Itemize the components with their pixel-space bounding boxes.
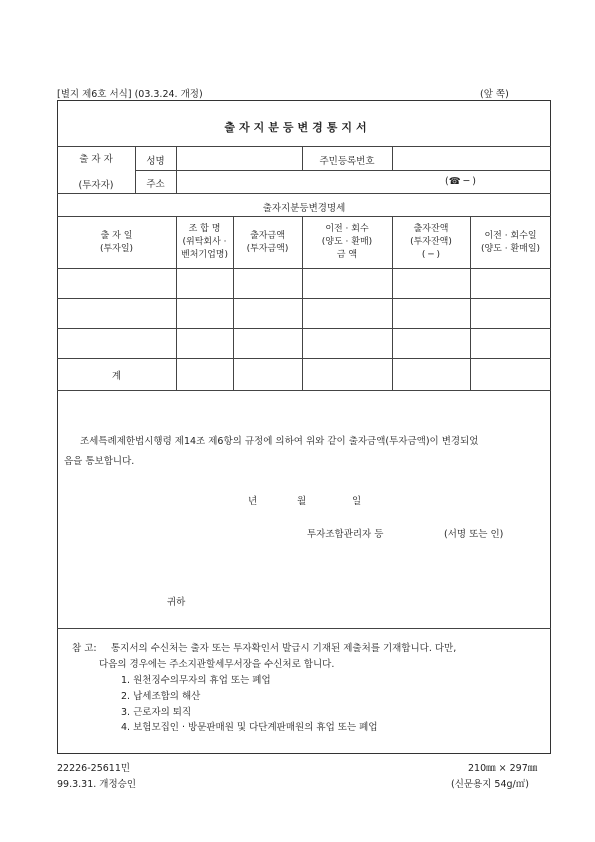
divider [57,268,551,269]
header-line: 벤처기업명) [181,250,228,260]
reference-label: 참 고: [72,643,97,654]
header-line: 이전 · 회수 [325,224,369,234]
header-line: (투자일) [99,244,134,254]
column-header-investment-date [57,230,176,256]
header-line: 금 액 [336,250,358,260]
address-label: 주소 [146,179,165,190]
divider [57,628,551,629]
divider [57,358,551,359]
page-side-label: (앞 쪽) [480,89,509,100]
footer-approval: 99.3.31. 개정승인 [57,779,137,790]
form-title: 출자지분등변경통지서 [224,121,371,134]
address-field[interactable] [177,171,437,192]
divider [57,298,551,299]
column-header-association [176,223,233,262]
divider [57,216,551,217]
column-header-transfer-amount [302,223,392,262]
divider [57,390,551,391]
date-day-label: 일 [352,496,362,507]
reference-item: 2. 납세조합의 해산 [121,691,201,702]
divider [57,328,551,329]
resident-number-label: 주민등록번호 [319,156,375,167]
total-row-label: 계 [111,371,122,382]
column-header-transfer-date [470,230,551,256]
footer-paper-type: (신문용지 54g/㎡) [451,779,529,790]
signature-note[interactable]: (서명 또는 인) [444,529,504,540]
header-line: (투자금액) [246,244,289,254]
reference-item: 4. 보험모집인 · 방문판매원 및 다단계판매원의 휴업 또는 폐업 [121,722,378,733]
footer-code: 22226-25611민 [57,763,131,774]
name-label: 성명 [146,156,165,167]
column-header-amount [233,230,302,256]
header-line: 출 자 일 [100,231,133,241]
name-field[interactable] [177,147,301,169]
header-line: (양도 · 환매) [321,237,373,247]
signer-label: 투자조합관리자 등 [307,529,384,540]
notice-line-1: 조세특례제한법시행령 제14조 제6항의 규정에 의하여 위와 같이 출자금액(투자금액)이 변경되었 [80,436,479,447]
phone-field[interactable]: (☎ ─ ) [445,176,477,187]
notice-line-2: 음을 통보합니다. [64,456,135,467]
details-section-title: 출자지분등변경명세 [262,203,346,214]
header-line: ( ─ ) [421,250,441,260]
reference-line-1: 통지서의 수신처는 출자 또는 투자확인서 발급시 기재된 제출처를 기재합니다. 다만, [111,643,457,654]
resident-number-field[interactable] [393,147,550,169]
header-line: (위탁회사 · [182,237,227,247]
divider [57,193,551,194]
reference-item: 1. 원천징수의무자의 휴업 또는 폐업 [121,675,271,686]
investor-label: 출 자 자 [79,154,113,165]
header-line: 이전 · 회수일 [484,231,537,241]
header-line: (투자잔액) [410,237,452,247]
date-year-label: 년 [248,496,258,507]
recipient-label: 귀하 [167,597,186,608]
column-header-balance [392,223,470,262]
header-line: 출자잔액 [413,224,449,234]
reference-line-2: 다음의 경우에는 주소지관할세무서장을 수신처로 합니다. [99,659,335,670]
header-line: 출자금액 [250,231,285,241]
footer-paper-size: 210㎜ × 297㎜ [468,763,538,774]
date-month-label: 월 [297,496,307,507]
header-line: (양도 · 환매일) [480,244,541,254]
form-number: [별지 제6호 서식] (03.3.24. 개정) [57,89,203,100]
investor-label-sub: (투자자) [78,180,114,191]
reference-item: 3. 근로자의 퇴직 [121,707,192,718]
header-line: 조 합 명 [188,224,221,234]
